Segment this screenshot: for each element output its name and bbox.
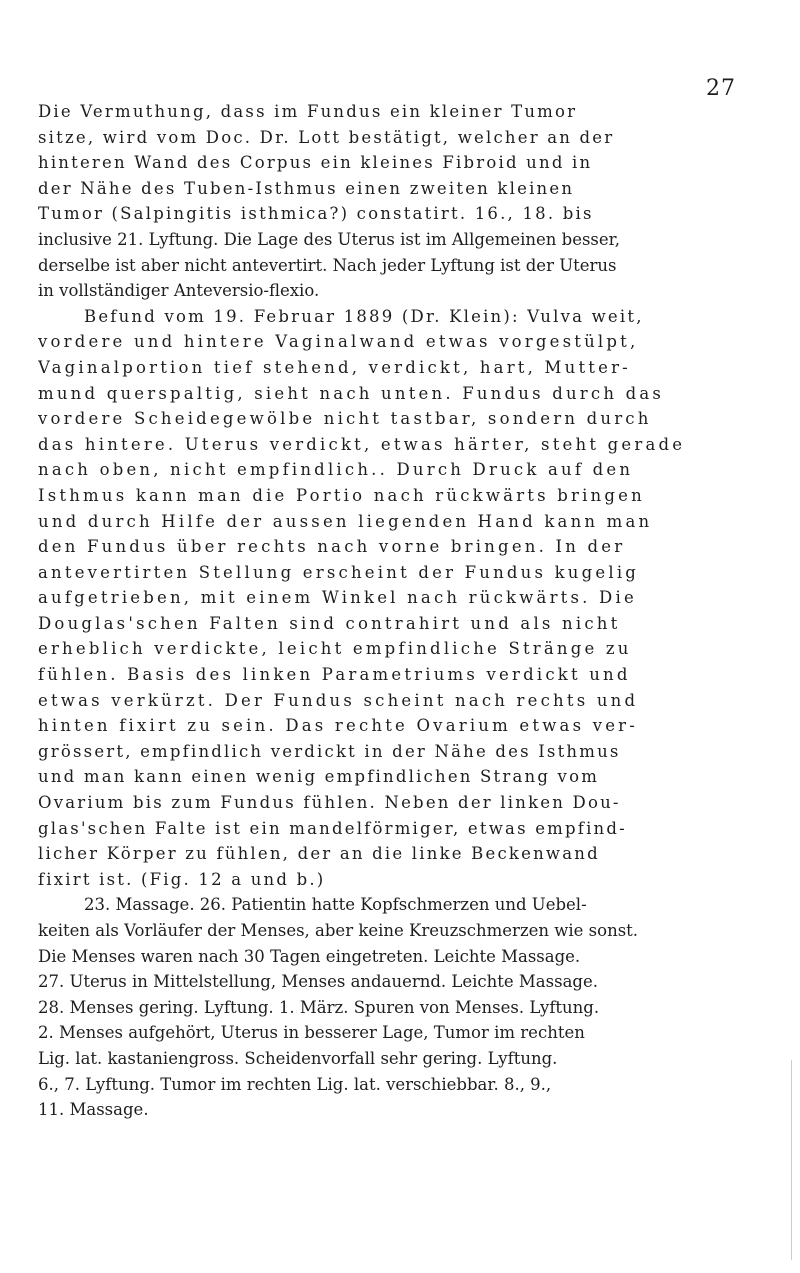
text-line: hinteren Wand des Corpus ein kleines Fibroid und in (38, 153, 593, 173)
text-line: Die Menses waren nach 30 Tagen eingetreten. Leichte Massage. (38, 946, 581, 966)
text-line: mund querspaltig, sieht nach unten. Fundus durch das (38, 383, 665, 403)
text-line: antevertirten Stellung erscheint der Fundus kugelig (38, 562, 640, 582)
page-number: 27 (706, 76, 736, 101)
text-line: in vollständiger Anteversio-flexio. (38, 281, 320, 301)
page-edge-line (791, 1060, 792, 1260)
text-line: Douglas'schen Falten sind contrahirt und als nicht (38, 613, 621, 633)
text-line: 6., 7. Lyftung. Tumor im rechten Lig. lat. verschiebbar. 8., 9., (38, 1074, 552, 1094)
text-line: und man kann einen wenig empfindlichen Strang vom (38, 767, 600, 787)
text-line: fühlen. Basis des linken Parametriums verdickt und (38, 665, 631, 685)
text-line: 11. Massage. (38, 1100, 149, 1120)
text-line: Befund vom 19. Februar 1889 (Dr. Klein): Vulva weit, (84, 306, 644, 326)
text-line: hinten fixirt zu sein. Das rechte Ovarium etwas ver- (38, 716, 639, 736)
text-line: derselbe ist aber nicht antevertirt. Nach jeder Lyftung ist der Uterus (38, 255, 617, 275)
text-line: aufgetrieben, mit einem Winkel nach rückwärts. Die (38, 588, 637, 608)
body-text (38, 99, 766, 1123)
text-line: Isthmus kann man die Portio nach rückwärts bringen (38, 485, 645, 505)
text-line: Lig. lat. kastaniengross. Scheidenvorfall sehr gering. Lyftung. (38, 1048, 558, 1068)
text-line: und durch Hilfe der aussen liegenden Hand kann man (38, 511, 653, 531)
text-line: erheblich verdickte, leicht empfindliche Stränge zu (38, 639, 632, 659)
text-line: 28. Menses gering. Lyftung. 1. März. Spuren von Menses. Lyftung. (38, 997, 600, 1017)
text-line: vordere und hintere Vaginalwand etwas vorgestülpt, (38, 332, 639, 352)
text-line: licher Körper zu fühlen, der an die linke Beckenwand (38, 844, 600, 864)
text-line: den Fundus über rechts nach vorne bringen. In der (38, 537, 626, 557)
text-line: vordere Scheidegewölbe nicht tastbar, sondern durch (38, 409, 652, 429)
text-line: Vaginalportion tief stehend, verdickt, hart, Mutter- (38, 357, 631, 377)
text-line: das hintere. Uterus verdickt, etwas härter, steht gerade (38, 434, 686, 454)
text-line: 27. Uterus in Mittelstellung, Menses andauernd. Leichte Massage. (38, 972, 598, 992)
text-line: 2. Menses aufgehört, Uterus in besserer Lage, Tumor im rechten (38, 1023, 585, 1043)
text-line: inclusive 21. Lyftung. Die Lage des Uterus ist im Allgemeinen besser, (38, 229, 620, 249)
text-line: grössert, empfindlich verdickt in der Nähe des Isthmus (38, 741, 621, 761)
text-line: sitze, wird vom Doc. Dr. Lott bestätigt, welcher an der (38, 127, 615, 147)
text-line: etwas verkürzt. Der Fundus scheint nach rechts und (38, 690, 639, 710)
text-line: fixirt ist. (Fig. 12 a und b.) (38, 869, 326, 889)
text-line: keiten als Vorläufer der Menses, aber keine Kreuzschmerzen wie sonst. (38, 921, 639, 940)
text-line: Ovarium bis zum Fundus fühlen. Neben der linken Dou- (38, 793, 621, 813)
text-line: Die Vermuthung, dass im Fundus ein kleiner Tumor (38, 102, 578, 121)
text-line: 23. Massage. 26. Patientin hatte Kopfschmerzen und Uebel- (84, 895, 587, 915)
text-line: Tumor (Salpingitis isthmica?) constatirt. 16., 18. bis (38, 204, 594, 224)
text-line: der Nähe des Tuben-Isthmus einen zweiten kleinen (38, 178, 575, 198)
text-line: glas'schen Falte ist ein mandelförmiger, etwas empfind- (38, 818, 627, 838)
text-line: nach oben, nicht empfindlich.. Durch Druck auf den (38, 460, 634, 480)
